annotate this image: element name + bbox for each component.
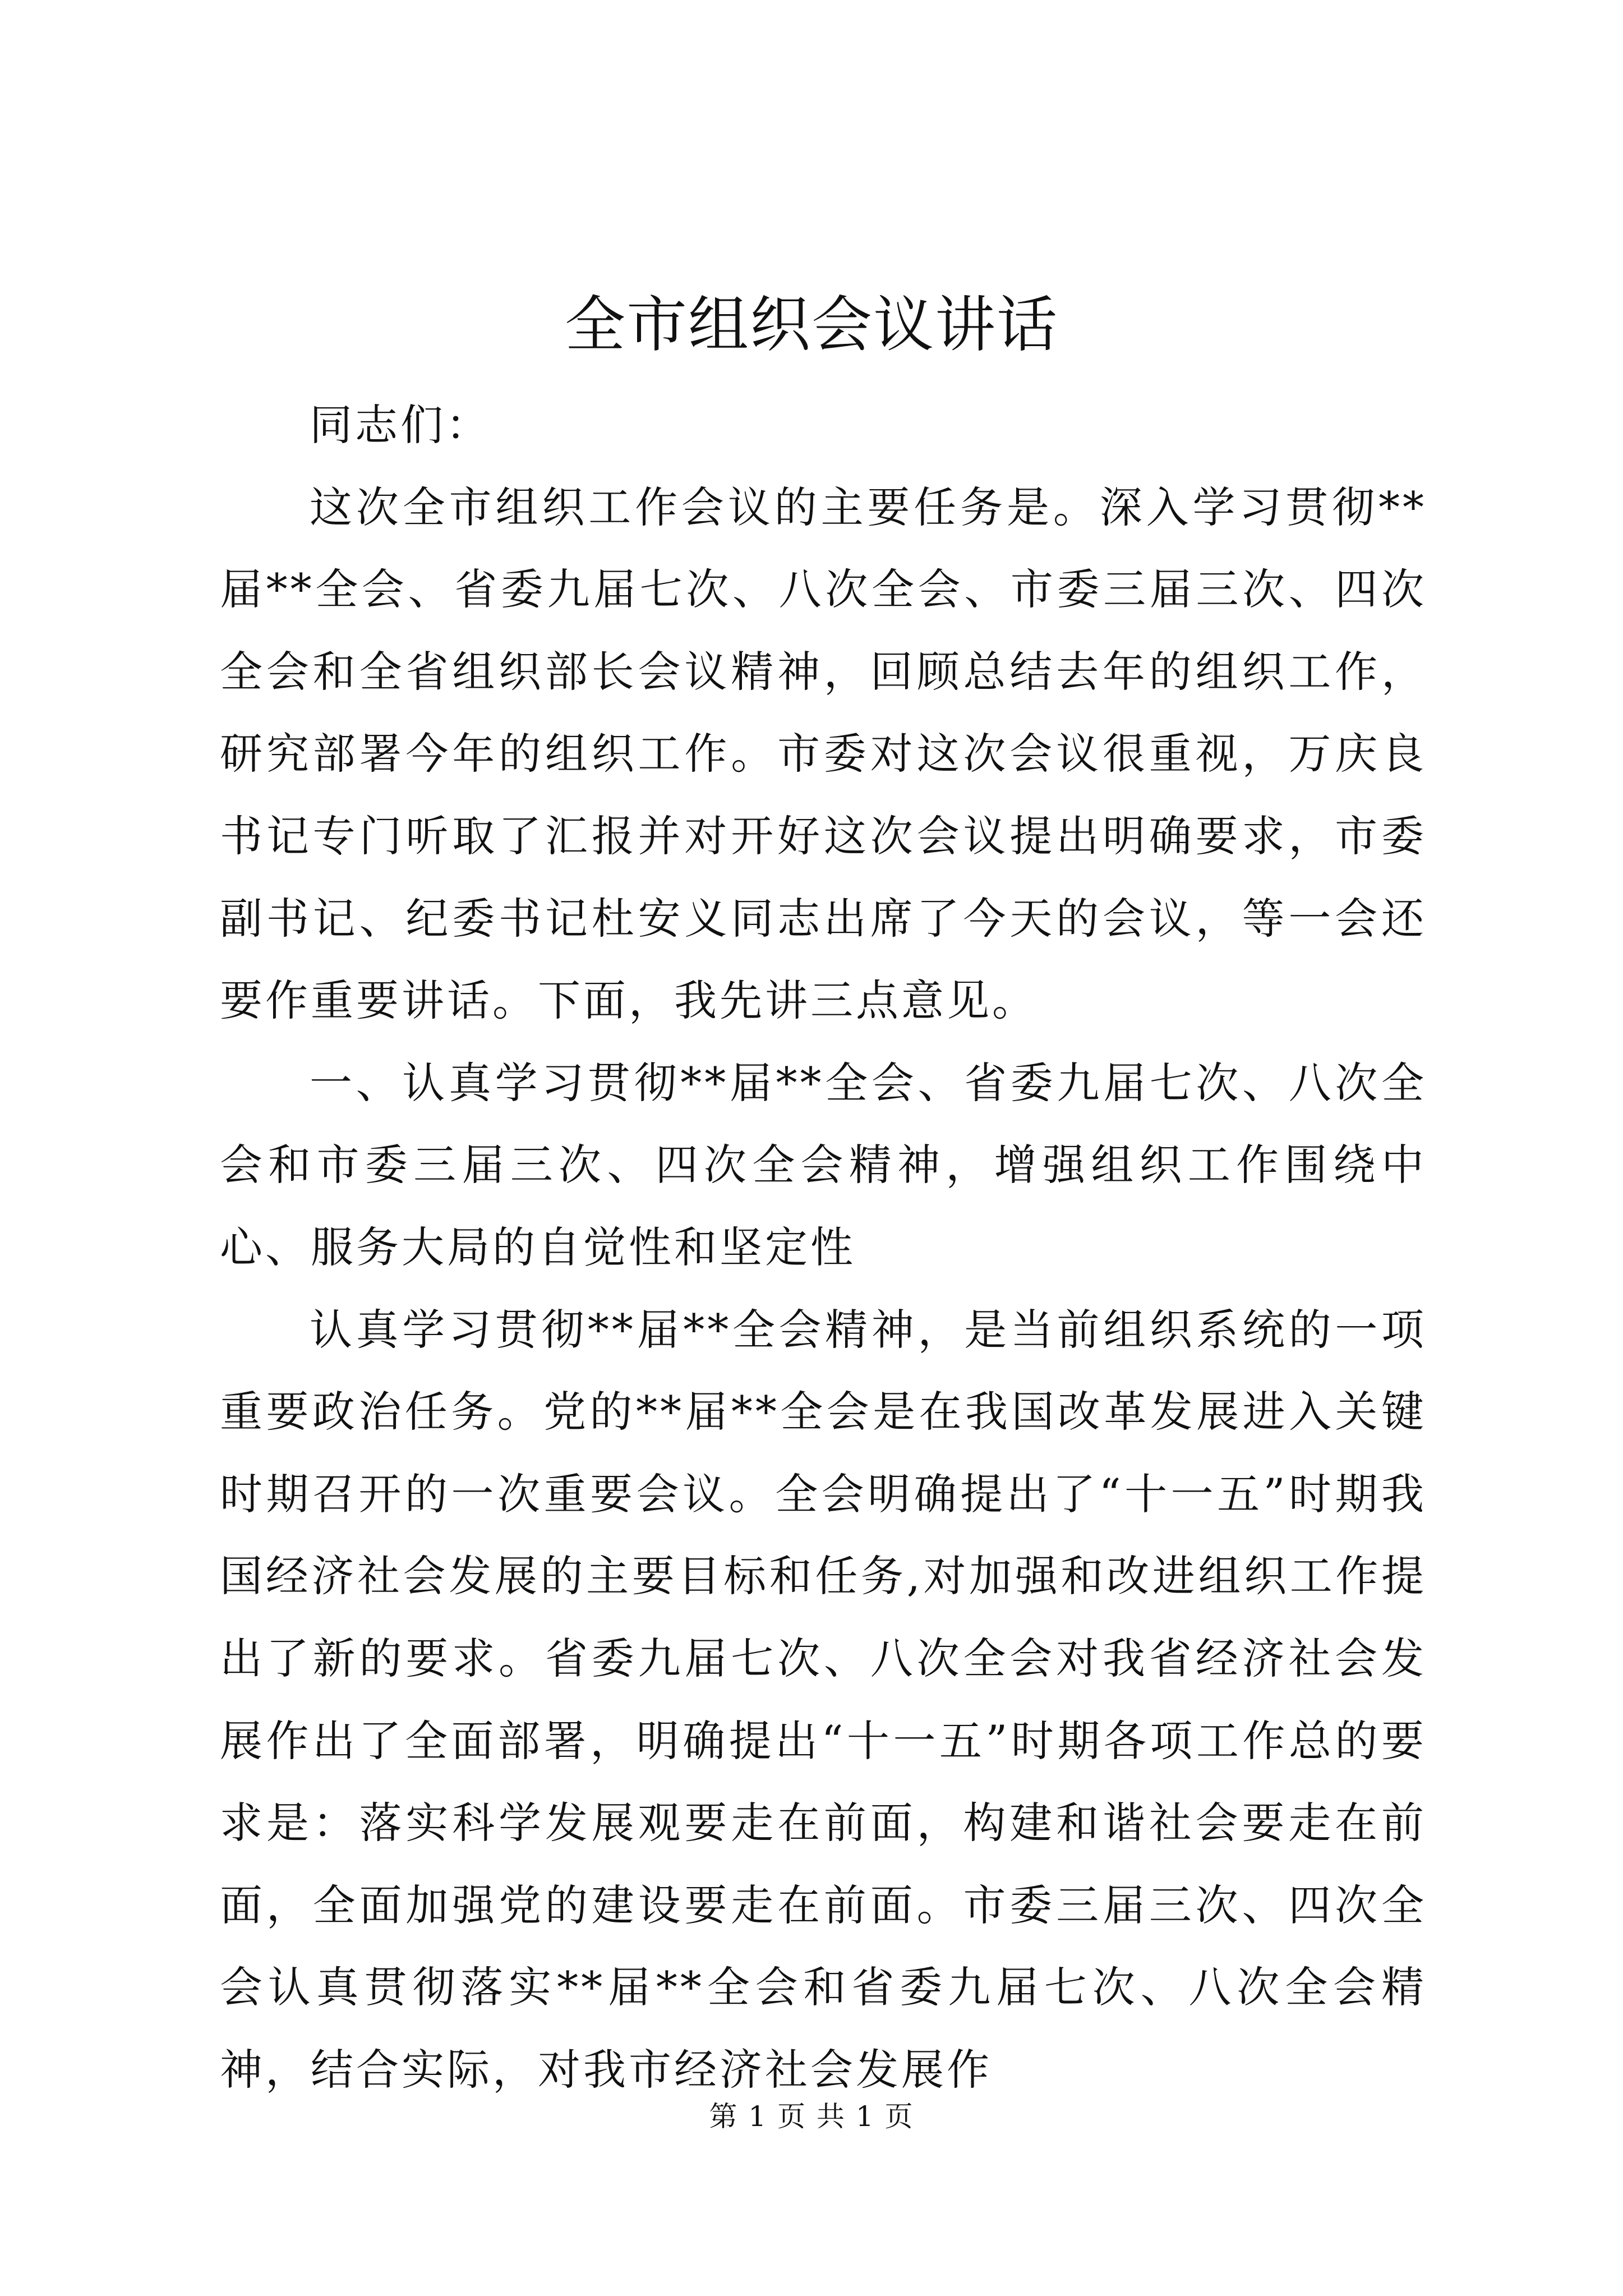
document-body (220, 384, 1427, 2111)
document-title: 全市组织会议讲话 (564, 290, 1058, 360)
body-paragraph: 认真学习贯彻**届**全会精神，是当前组织系统的一项重要政治任务。党的**届**全会是在我国改革发展进入关键时期召开的一次重要会议。全会明确提出了“十一五”时期我国经济社会发展的主要目标和任务,对加强和改进组织工作提出了新的要求。省委九届七次、八次全会对我省经济社会发展作出了全面部署，明确提出“十一五”时期各项工作总的要求是：落实科学发展观要走在前面，构建和谐社会要走在前面，全面加强党的建设要走在前面。市委三届三次、四次全会认真贯彻落实**届**全会和省委九届七次、八次全会精神，结合实际，对我市经济社会发展作 (220, 1304, 1427, 2095)
page-footer: 第 1 页 共 1 页 (709, 2100, 914, 2133)
section-heading-paragraph: 一、认真学习贯彻**届**全会、省委九届七次、八次全会和市委三届三次、四次全会精神，增强组织工作围绕中心、服务大局的自觉性和坚定性 (220, 1057, 1427, 1272)
salutation-paragraph: 同志们： (310, 400, 491, 450)
intro-paragraph: 这次全市组织工作会议的主要任务是。深入学习贯彻**届**全会、省委九届七次、八次全会、市委三届三次、四次全会和全省组织部长会议精神，回顾总结去年的组织工作，研究部署今年的组织工作。市委对这次会议很重视，万庆良书记专门听取了汇报并对开好这次会议提出明确要求，市委副书记、纪委书记杜安义同志出席了今天的会议，等一会还要作重要讲话。下面，我先讲三点意见。 (220, 482, 1427, 1026)
